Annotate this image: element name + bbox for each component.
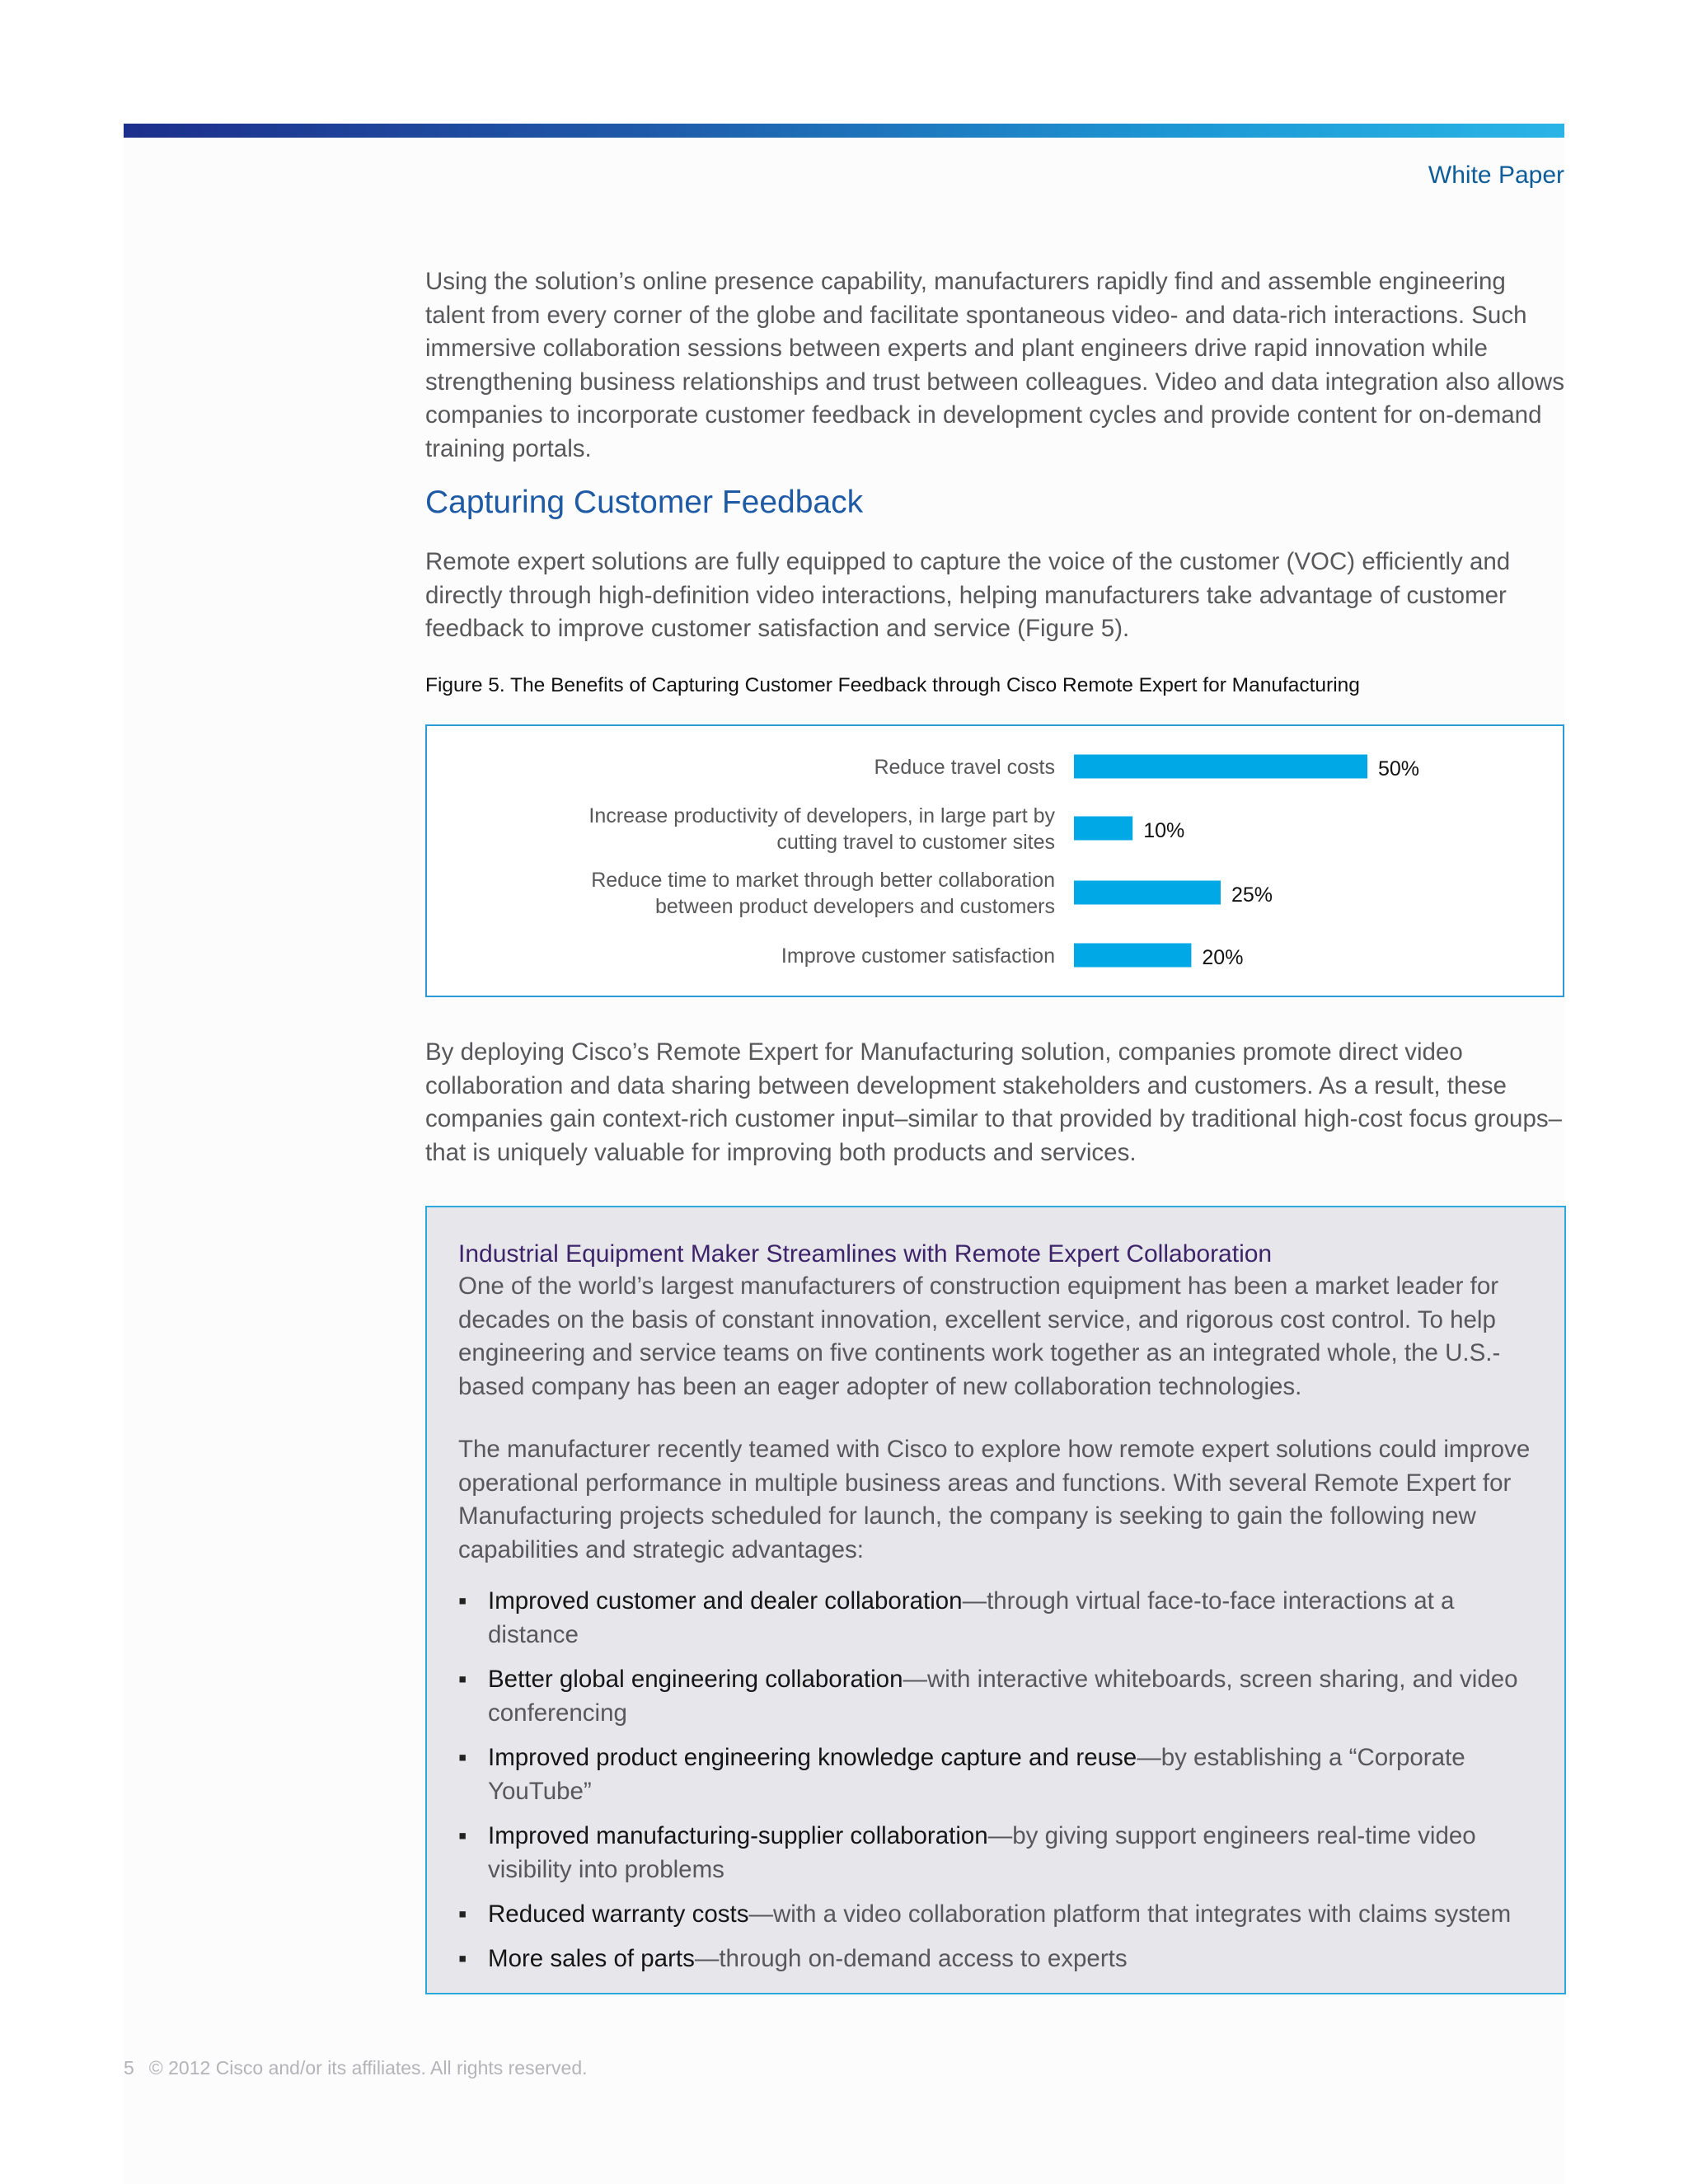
header-gradient-bar bbox=[124, 124, 1564, 138]
capabilities-list bbox=[458, 1585, 1546, 1975]
list-item bbox=[458, 1663, 1546, 1730]
bullet-lead: Improved product engineering knowledge capture and reuse bbox=[488, 1744, 1137, 1771]
bar-1 bbox=[1074, 755, 1367, 779]
case-study-callout bbox=[425, 1206, 1566, 1994]
section-body bbox=[425, 546, 1564, 646]
bullet-icon: ▪ bbox=[458, 1744, 467, 1771]
closing-paragraph: By deploying Cisco’s Remote Expert for Manufacturing solution, companies promote direct video collaboration and data sharing between development stakeholders and customers. As a result, these companies gain context-rich customer input–similar to that provided by traditional high-cost focus groups–that is uniquely valuable for improving both products and services. bbox=[425, 1038, 1563, 1166]
figure-caption: Figure 5. The Benefits of Capturing Customer Feedback through Cisco Remote Expert for Manufacturing bbox=[425, 674, 1360, 696]
bullet-text: —with a video collaboration platform that integrates with claims system bbox=[748, 1900, 1512, 1928]
page-number: 5 bbox=[124, 2057, 134, 2079]
bullet-text: —through on-demand access to experts bbox=[694, 1944, 1128, 1972]
list-item bbox=[458, 1820, 1546, 1886]
page-footer bbox=[124, 2057, 603, 2079]
bullet-text: —through virtual face-to-face interactions at a distance bbox=[488, 1587, 1455, 1648]
bullet-text: —by giving support engineers real-time video visibility into problems bbox=[488, 1822, 1476, 1883]
list-item bbox=[458, 1898, 1546, 1932]
bullet-text: —with interactive whiteboards, screen sharing, and video conferencing bbox=[488, 1666, 1518, 1727]
bullet-text: —by establishing a “Corporate YouTube” bbox=[488, 1744, 1465, 1805]
category-label: cutting travel to customer sites bbox=[776, 831, 1055, 854]
bar-value-label: 20% bbox=[1202, 946, 1244, 969]
intro-paragraph: Using the solution’s online presence capability, manufacturers rapidly find and assemble engineering talent from every corner of the globe and facilitate spontaneous video- and data-rich interactions. Such immersive collaboration sessions between experts and plant engineers drive rapid innovation while strengthening business relationships and trust between colleagues. Video and data integration also allows companies to incorporate customer feedback in development cycles and provide content for on-demand training portals. bbox=[425, 268, 1564, 462]
bar-value-label: 50% bbox=[1378, 757, 1420, 780]
list-item bbox=[458, 1741, 1546, 1808]
bullet-lead: Improved customer and dealer collaboration bbox=[488, 1587, 963, 1615]
bar-value-label: 25% bbox=[1231, 883, 1273, 907]
figure-5-chart bbox=[425, 724, 1564, 997]
copyright-text: © 2012 Cisco and/or its affiliates. All rights reserved. bbox=[148, 2057, 588, 2079]
list-item bbox=[458, 1585, 1546, 1652]
bullet-lead: Better global engineering collaboration bbox=[488, 1666, 903, 1693]
category-label: Reduce time to market through better collaboration bbox=[591, 869, 1055, 892]
section-heading: Capturing Customer Feedback bbox=[425, 485, 864, 520]
bar-value-label: 10% bbox=[1143, 819, 1185, 842]
bar-2 bbox=[1074, 817, 1132, 841]
bullet-icon: ▪ bbox=[458, 1666, 467, 1693]
document-type-label: White Paper bbox=[1428, 162, 1564, 189]
bullet-lead: Improved manufacturing-supplier collaboration bbox=[488, 1822, 988, 1849]
bullet-icon: ▪ bbox=[458, 1822, 467, 1849]
closing-section bbox=[425, 1036, 1564, 1169]
bullet-lead: More sales of parts bbox=[488, 1944, 695, 1972]
list-item bbox=[458, 1943, 1546, 1976]
bar-3 bbox=[1074, 881, 1221, 905]
callout-paragraph-2: The manufacturer recently teamed with Cisco to explore how remote expert solutions could improve operational performance in multiple business areas and functions. With several Remote Expert for Manufacturing projects scheduled for launch, the company is seeking to gain the following new capabilities and strategic advantages: bbox=[458, 1436, 1531, 1563]
bullet-icon: ▪ bbox=[458, 1944, 467, 1972]
category-label: Reduce travel costs bbox=[874, 756, 1055, 779]
intro-section bbox=[425, 265, 1564, 466]
category-label: Increase productivity of developers, in large part by bbox=[588, 804, 1055, 827]
category-label: Improve customer satisfaction bbox=[781, 944, 1055, 968]
bar-chart bbox=[427, 726, 1563, 996]
category-label: between product developers and customers bbox=[654, 895, 1055, 918]
callout-paragraph-1: One of the world’s largest manufacturers of construction equipment has been a market leader for decades on the basis of constant innovation, excellent service, and rigorous cost control. To help engineering and service teams on five continents work together as an integrated whole, the U.S.-based company has been an eager adopter of new collaboration technologies. bbox=[458, 1272, 1501, 1400]
bullet-icon: ▪ bbox=[458, 1900, 467, 1928]
section-paragraph: Remote expert solutions are fully equipped to capture the voice of the customer (VOC) efficiently and directly through high-definition video interactions, helping manufacturers take advantage of customer feedback to improve customer satisfaction and service (Figure 5). bbox=[425, 548, 1511, 642]
bullet-icon: ▪ bbox=[458, 1587, 467, 1615]
callout-title: Industrial Equipment Maker Streamlines with Remote Expert Collaboration bbox=[458, 1240, 1273, 1268]
bar-4 bbox=[1074, 944, 1191, 968]
bullet-lead: Reduced warranty costs bbox=[488, 1900, 749, 1928]
